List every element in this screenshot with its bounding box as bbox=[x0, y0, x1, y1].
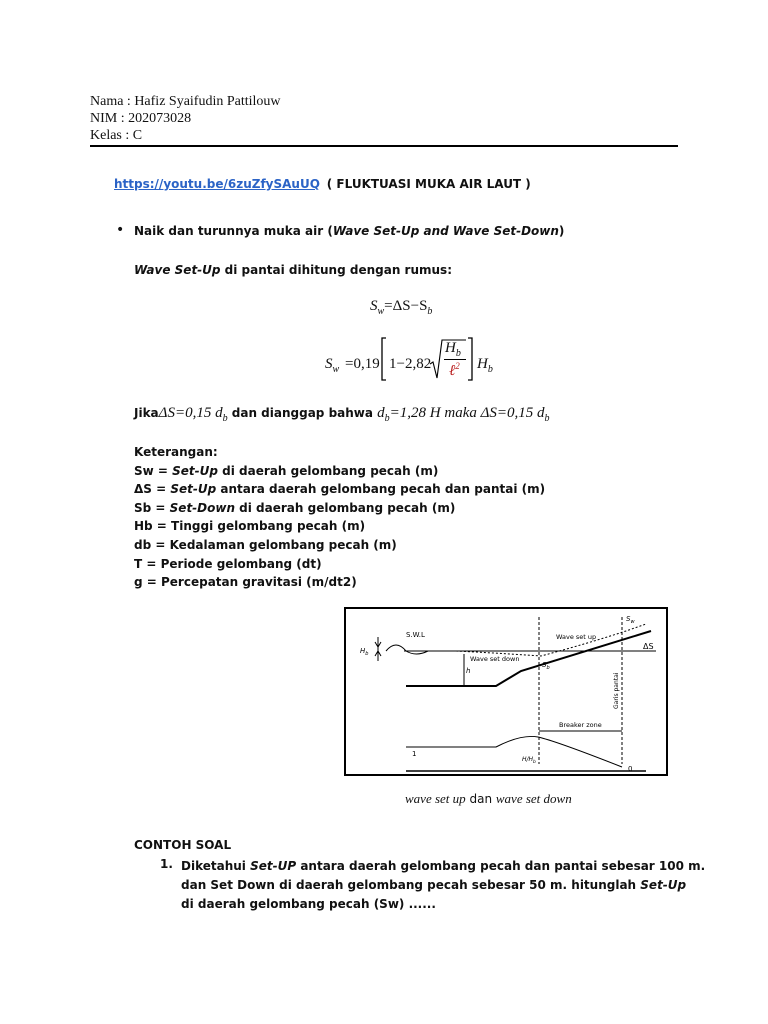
hb-label: $H_b$ bbox=[360, 647, 369, 657]
wave-setup-figure bbox=[344, 607, 668, 776]
garis-pantai-label: Garis pantai bbox=[613, 672, 620, 709]
youtube-link[interactable]: https://youtu.be/6zuZfySAuUQ bbox=[114, 177, 320, 191]
formula-1 bbox=[370, 298, 432, 317]
f2-den: ℓ$^2$ bbox=[449, 361, 460, 379]
ket-item-ds: ΔS = Set-Up antara daerah gelombang pecah dan pantai (m) bbox=[134, 482, 546, 497]
keterangan-block bbox=[134, 443, 545, 592]
contoh-title: CONTOH SOAL bbox=[134, 838, 232, 852]
wave-set-up-label: Wave set up bbox=[556, 633, 597, 641]
nim-line: NIM : 202073028 bbox=[90, 111, 192, 126]
ket-item-db: db = Kedalaman gelombang pecah (m) bbox=[134, 537, 397, 552]
source-title: ( FLUKTUASI MUKA AIR LAUT ) bbox=[326, 177, 531, 191]
cond-eq1: ΔS=0,15 $d_b$ bbox=[158, 405, 228, 424]
f2-num: $H_b$ bbox=[445, 340, 461, 359]
cond-mid: dan dianggap bahwa bbox=[227, 406, 378, 420]
caption-mid: dan bbox=[465, 792, 496, 806]
wave-setup-diagram bbox=[346, 609, 666, 774]
bullet-italic: Wave Set-Up and Wave Set-Down bbox=[332, 224, 559, 238]
contoh-line-2: dan Set Down di daerah gelombang pecah sebesar 50 m. hitunglah Set-Up bbox=[181, 878, 687, 892]
bullet-text bbox=[134, 224, 564, 238]
f1-lhs: S bbox=[370, 298, 378, 314]
bullet-suffix: ) bbox=[558, 224, 565, 238]
swl-label: S.W.L bbox=[406, 631, 425, 639]
intro-italic: Wave Set-Up bbox=[134, 263, 221, 277]
contoh-question bbox=[181, 857, 705, 914]
f1-rhs: =ΔS−S bbox=[384, 298, 428, 314]
cond-jika: Jika bbox=[134, 406, 159, 420]
cond-eq2: $d_b=1,28$ H maka ΔS=0,15 $d_b$ bbox=[377, 405, 550, 424]
one-label: 1 bbox=[412, 750, 417, 758]
bullet-prefix: Naik dan turunnya muka air ( bbox=[134, 224, 333, 238]
contoh-line-1: Diketahui Set-UP antara daerah gelombang pecah dan pantai sebesar 100 m. bbox=[181, 859, 706, 873]
h-ratio-label: $H/H_b$ bbox=[522, 756, 536, 765]
ket-item-hb: Hb = Tinggi gelombang pecah (m) bbox=[134, 519, 366, 534]
intro-text bbox=[134, 263, 452, 277]
contoh-line-3: di daerah gelombang pecah (Sw) ...... bbox=[181, 897, 436, 911]
formula-2 bbox=[325, 334, 505, 384]
header-divider bbox=[90, 145, 678, 147]
bullet-icon: • bbox=[116, 222, 125, 238]
f2-coef: =0,19 bbox=[345, 356, 380, 372]
f1-lhs-sub: w bbox=[377, 306, 385, 317]
kelas-line: Kelas : C bbox=[90, 128, 143, 143]
source-line bbox=[114, 177, 531, 191]
h-label: h bbox=[466, 667, 471, 675]
intro-rest: di pantai dihitung dengan rumus: bbox=[220, 263, 452, 277]
ket-item-sw: Sw = Set-Up di daerah gelombang pecah (m) bbox=[134, 463, 439, 478]
sb-label: $S_b$ bbox=[542, 661, 550, 671]
zero-label: 0 bbox=[628, 765, 633, 773]
f2-lhs: $S_w$ bbox=[325, 356, 340, 375]
ket-item-t: T = Periode gelombang (dt) bbox=[134, 556, 322, 571]
wave-set-down-label: Wave set down bbox=[470, 655, 520, 663]
delta-s-label: ΔS bbox=[643, 642, 654, 651]
f1-rhs-sub: b bbox=[427, 306, 433, 317]
ket-item-sb: Sb = Set-Down di daerah gelombang pecah (m) bbox=[134, 500, 456, 515]
ket-item-g: g = Percepatan gravitasi (m/dt2) bbox=[134, 575, 357, 590]
f2-fraction-bar bbox=[444, 359, 466, 360]
f2-inner: 1−2,82 bbox=[389, 356, 432, 372]
f2-tail: $H_b$ bbox=[477, 356, 493, 375]
contoh-number: 1. bbox=[160, 857, 173, 871]
figure-caption bbox=[405, 791, 572, 807]
name-line: Nama : Hafiz Syaifudin Pattilouw bbox=[90, 94, 281, 109]
wave-crest bbox=[386, 645, 428, 654]
keterangan-title: Keterangan: bbox=[134, 445, 218, 459]
condition-line bbox=[134, 402, 550, 424]
height-profile bbox=[406, 736, 622, 767]
caption-it1: wave set up bbox=[405, 791, 466, 806]
caption-it2: wave set down bbox=[495, 791, 572, 806]
sw-label: $S_w$ bbox=[626, 615, 635, 625]
breaker-zone-label: Breaker zone bbox=[559, 721, 602, 729]
